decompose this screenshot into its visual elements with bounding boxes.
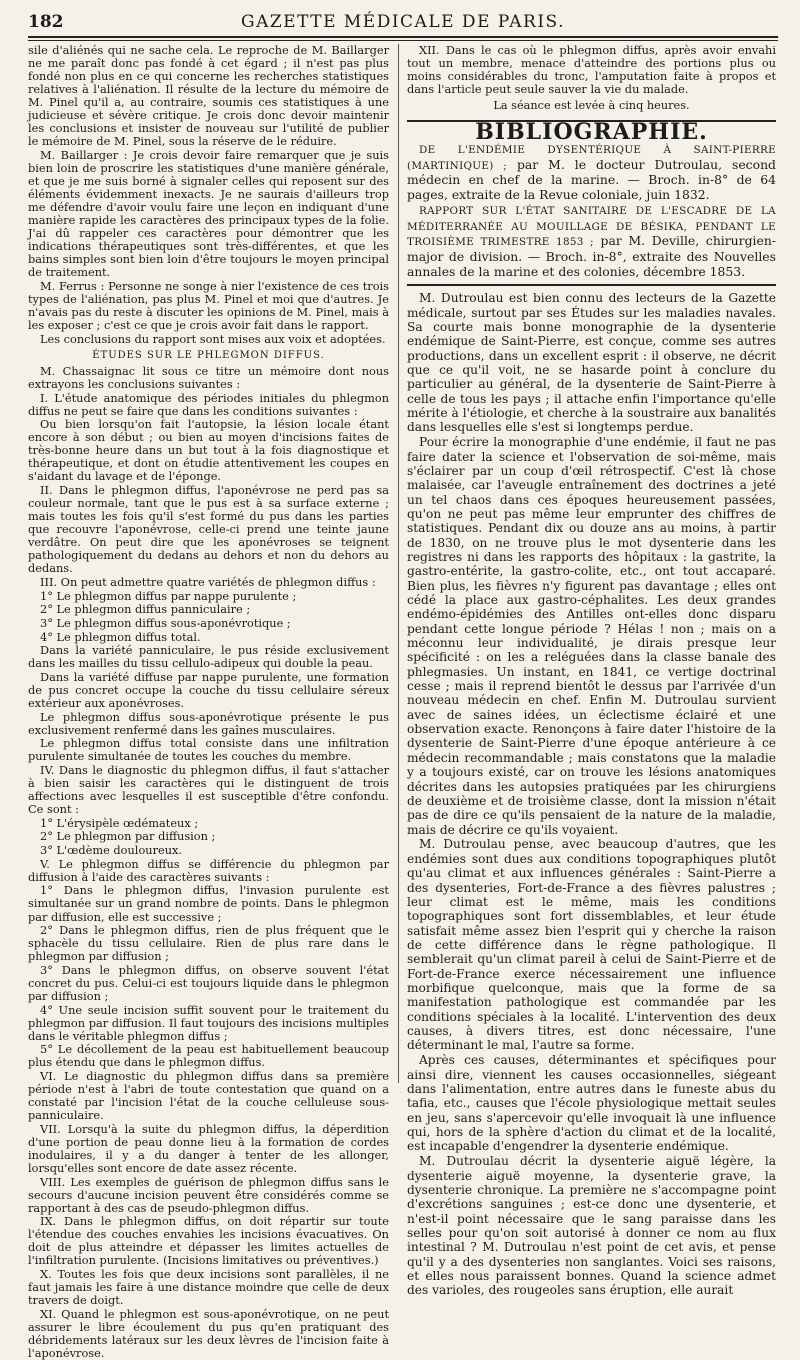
bibliography-entry-text: par M. Deville, chirurgien-major de division. — Broch. in-8°, extraite des Nouvelles annales de la marine et des colonies, décembre 1853. [407,233,776,279]
list-item: 2° Le phlegmon par diffusion ; [40,829,216,844]
paragraph: M. Dutroulau pense, avec beaucoup d'autres, que les endémies sont dues aux conditions topographiques plutôt qu'au climat et aux influences générales : Saint-Pierre a des dysenteries, Fort-de-France a des fièvres palustres ; leur climat est le même, mais les conditions topographiques sont fort dissemblables, et leur étude satisfait même assez bien l'esprit qui y cherche la raison de cette différence dans le règne pathologique. Il semblerait qu'un climat pareil à celui de Saint-Pierre et de Fort-de-France exerce nécessairement une influence morbifique quelconque, mais que la forme de sa manifestation pathologique est commandée par les conditions spéciales à la localité. L'intervention des deux causes, à divers titres, est donc nécessaire, l'une déterminant le mal, l'autre sa forme. [407,837,776,1053]
bibliography-entry-title: RAPPORT SUR L'ÉTAT SANITAIRE DE L'ESCADRE DE LA MÉDITERRANÉE AU MOUILLAGE DE BÉSIKA, PENDANT LE TROISIÈME TRIMESTRE 1853 ; [407,205,776,249]
list-item: 1° Le phlegmon diffus par nappe purulente ; [40,588,297,603]
paragraph: XI. Quand le phlegmon est sous-aponévrotique, on ne peut assurer le libre écoulement du pus qu'en pratiquant des débridements latéraux sur les deux lèvres de l'incision faite à l'aponévrose. [28,1306,389,1360]
review-body [407,291,776,1297]
paragraph: VIII. Les exemples de guérison de phlegmon diffus sans le secours d'aucune incision peuvent être considérés comme se rapportant à des cas de pseudo-phlegmon diffus. [28,1174,389,1215]
bibliography-entry-text: par M. le docteur Dutroulau, second médecin en chef de la marine. — Broch. in-8° de 64 pages, extraite de la Revue coloniale, juin 1832. [407,156,776,203]
paragraph: M. Dutroulau est bien connu des lecteurs de la Gazette médicale, surtout par ses Études sur les maladies navales. Sa courte mais bonne monographie de la dysenterie endémique de Saint-Pierre, est conçue, comme ses autres productions, dans un excellent esprit : il observe, ne décrit que ce qu'il voit, ne se hasarde point à conclure du particulier au général, de la dysenterie de Saint-Pierre à celle de tous les pays ; il attache enfin l'importance qu'elle mérite à l'étiologie, et cherche à la soustraire aux banalités dans lesquelles elle s'est si longtemps perdue. [407,291,776,435]
list-item: 3° Dans le phlegmon diffus, on observe souvent l'état concret du pus. Celui-ci est toujours liquide dans le phlegmon par diffusion ; [28,962,389,1003]
paragraph: II. Dans le phlegmon diffus, l'aponévrose ne perd pas sa couleur normale, tant que le pus est à sa surface externe ; mais toutes les fois qu'il s'est formé du pus dans les parties que recouvre l'aponévrose, celle-ci prend une teinte jaune verdâtre. On peut dire que les aponévroses se teignent pathologiquement du dedans au dehors et non du dehors au dedans. [28,483,389,576]
column-divider [398,44,399,1083]
left-column [28,43,389,1360]
list-item: 5° Le décollement de la peau est habituellement beaucoup plus étendu que dans le phlegmon diffus. [28,1042,389,1070]
paragraph: Le phlegmon diffus sous-aponévrotique présente le pus exclusivement renfermé dans les gaînes musculaires. [28,709,389,737]
paragraph: Dans la variété panniculaire, le pus réside exclusivement dans les mailles du tissu cellulo-adipeux qui double la peau. [28,643,389,671]
session-end-note: La séance est levée à cinq heures. [493,99,690,113]
section-rule [407,284,776,286]
page-number: 182 [28,12,64,32]
list-item: 4° Une seule incision suffit souvent pour le traitement du phlegmon par diffusion. Il faut toujours des incisions multiples dans le véritable phlegmon diffus ; [28,1002,389,1043]
list-item: 4° Le phlegmon diffus total. [40,629,201,644]
paragraph: sile d'aliénés qui ne sache cela. Le reproche de M. Baillarger ne me paraît donc pas fondé à cet égard ; il n'est pas plus fondé non plus en ce qui concerne les recherches statistiques relatives à l'aliénation. Il résulte de la lecture du mémoire de M. Pinel qu'il a, au contraire, soumis ces statistiques à une judicieuse et sévère critique. Je crois donc devoir maintenir les conclusions et insister de nouveau sur l'utilité de publier le mémoire de M. Pinel, sous la réserve de le réduire. [28,43,389,149]
paragraph: M. Dutroulau décrit la dysenterie aiguë légère, la dysenterie aiguë moyenne, la dysenterie grave, la dysenterie chronique. La première ne s'accompagne point d'excrétions sanguines ; est-ce donc une dysenterie, et n'est-il point nécessaire que le sang paraisse dans les selles pour qu'on soit autorisé à donner ce nom au flux intestinal ? M. Dutroulau n'est point de cet avis, et pense qu'il y a des dysenteries non sanglantes. Voici ses raisons, et elles nous paraissent bonnes. Quand la science admet des varioles, des rougeoles sans éruption, elle aurait [407,1154,776,1298]
page-header [28,10,778,38]
paragraph: X. Toutes les fois que deux incisions sont parallèles, il ne faut jamais les faire à une distance moindre que celle de deux travers de doigt. [28,1267,389,1308]
paragraph: Pour écrire la monographie d'une endémie, il faut ne pas faire dater la science et l'observation de soi-même, mais s'éclairer par un coup d'œil rétrospectif. C'est là chose malaisée, car l'aveugle entraînement des doctrines a jeté un tel chaos dans ces époques heureusement passées, qu'on ne peut pas même leur emprunter des chiffres de statistiques. Pendant dix ou douze ans au moins, à partir de 1830, on ne trouve plus le mot dysenterie dans les registres ni dans les rapports des hôpitaux : la gastrite, la gastro-entérite, la gastro-colite, etc., ont tout accaparé. Bien plus, les fièvres n'y figurent pas davantage ; elles ont cédé la place aux gastro-céphalites. Les deux grandes endémo-épidémies des Antilles ont-elles donc disparu pendant cette longue période ? Hélas ! non ; mais on a méconnu leur individualité, je dirais presque leur spécificité : on les a reléguées dans la classe banale des phlegmasies. Un instant, en 1841, ce vertige doctrinal cesse ; mais il reprend bientôt le dessus par l'arrivée d'un nouveau médecin en chef. Enfin M. Dutroulau survient avec de saines idées, un éclectisme éclairé et une observation exacte. Renonçons à faire dater l'histoire de la dysenterie de Saint-Pierre d'une époque antérieure à ce médecin recommandable ; mais constatons que la maladie y a toujours existé, car on trouve les lésions anatomiques décrites dans les autopsies pratiquées par les chirurgiens de deuxième et de troisième classe, dont la mission n'était pas de dire ce qu'ils pensaient de la nature de la maladie, mais de décrire ce qu'ils voyaient. [407,435,776,837]
list-item: 3° Le phlegmon diffus sous-aponévrotique ; [40,615,291,630]
bibliography-entry [407,142,776,202]
list-item: 3° L'œdème douloureux. [40,843,183,858]
running-title: GAZETTE MÉDICALE DE PARIS. [241,12,565,32]
paragraph: III. On peut admettre quatre variétés de phlegmon diffus : [40,575,376,590]
list-item: 1° Dans le phlegmon diffus, l'invasion purulente est simultanée sur un grand nombre de points. Dans le phlegmon par diffusion, elle est successive ; [28,883,389,924]
bibliography-entry-title: DE L'ENDÉMIE DYSENTÉRIQUE À SAINT-PIERRE (MARTINIQUE) ; [407,144,776,172]
right-column [407,43,776,1298]
paragraph: Dans la variété diffuse par nappe purulente, une formation de pus concret occupe la couche du tissu cellulaire séreux extérieur aux aponévroses. [28,669,389,711]
paragraph: M. Ferrus : Personne ne songe à nier l'existence de ces trois types de l'aliénation, pas plus M. Pinel et moi que d'autres. Je n'avais pas du reste à discuter les opinions de M. Pinel, mais à les exposer ; c'est ce que je crois avoir fait dans le rapport. [28,279,389,333]
list-item: 2° Dans le phlegmon diffus, rien de plus fréquent que le sphacèle du tissu cellulaire. Rien de plus rare dans le phlegmon par diffusion ; [28,923,389,964]
header-rule [28,40,778,41]
paragraph: IX. Dans le phlegmon diffus, on doit répartir sur toute l'étendue des couches envahies les incisions évacuatives. On doit de plus atteindre et dépasser les limites actuelles de l'infiltration purulente. (Incisions limitatives ou préventives.) [28,1214,389,1268]
list-item: 2° Le phlegmon diffus panniculaire ; [40,602,251,617]
paragraph: IV. Dans le diagnostic du phlegmon diffus, il faut s'attacher à bien saisir les caractères qui le distinguent de trois affections avec lesquelles il est susceptible d'être confondu. Ce sont : [28,763,389,817]
paragraph: Le phlegmon diffus total consiste dans une infiltration purulente simultanée de toutes les couches du membre. [28,736,389,764]
paragraph: M. Chassaignac lit sous ce titre un mémoire dont nous extrayons les conclusions suivantes : [28,363,389,391]
list-item: 1° L'érysipèle œdémateux ; [40,815,199,830]
paragraph: Après ces causes, déterminantes et spécifiques pour ainsi dire, viennent les causes occasionnelles, siégeant dans l'alimentation, entre autres dans le funeste abus du tafia, etc., causes que l'école physiologique mettait seules en jeu, sans s'apercevoir qu'elle invoquait là une influence qui, hors de la sphère d'action du climat et de la localité, est incapable d'engendrer la dysenterie endémique. [407,1053,776,1154]
paragraph: VI. Le diagnostic du phlegmon diffus dans sa première période n'est à l'abri de toute contestation que quand on a constaté par l'incision l'état de la couche celluleuse sous-panniculaire. [28,1069,389,1123]
bibliography-title: BIBLIOGRAPHIE. [475,119,708,146]
paragraph: XII. Dans le cas où le phlegmon diffus, après avoir envahi tout un membre, menace d'atteindre des portions plus ou moins considérables du tronc, l'amputation faite à propos et dans l'article peut seule sauver la vie du malade. [407,43,776,97]
section-heading: ÉTUDES SUR LE PHLEGMON DIFFUS. [92,349,325,361]
paragraph: VII. Lorsqu'à la suite du phlegmon diffus, la déperdition d'une portion de peau donne lieu à la formation de cordes inodulaires, il y a du danger à tenter de les allonger, lorsqu'elles sont encore de date assez récente. [28,1121,389,1175]
bibliography-entry [407,203,776,279]
paragraph: I. L'étude anatomique des périodes initiales du phlegmon diffus ne peut se faire que dans les conditions suivantes : [28,390,389,418]
paragraph: V. Le phlegmon diffus se différencie du phlegmon par diffusion à l'aide des caractères suivants : [28,856,389,884]
paragraph: Les conclusions du rapport sont mises aux voix et adoptées. [40,331,386,346]
paragraph: Ou bien lorsqu'on fait l'autopsie, la lésion locale étant encore à son début ; ou bien au moyen d'incisions faites de très-bonne heure dans un but tout à la fois diagnostique et thérapeutique, et dont on étudie attentivement les coupes en s'aidant du lavage et de l'éponge. [28,417,389,484]
paragraph: M. Baillarger : Je crois devoir faire remarquer que je suis bien loin de proscrire les statistiques d'une manière générale, et que je me suis borné à signaler celles qui reposent sur des éléments évidemment inexacts. Je ne saurais d'ailleurs trop me défendre d'avoir voulu faire une leçon en indiquant d'une manière rapide les caractères des principaux types de la folie. J'ai dû rappeler ces caractères pour démontrer que les indications thérapeutiques sont très-différentes, et que les bains simples sont bien loin d'être toujours le moyen principal de traitement. [28,147,389,280]
